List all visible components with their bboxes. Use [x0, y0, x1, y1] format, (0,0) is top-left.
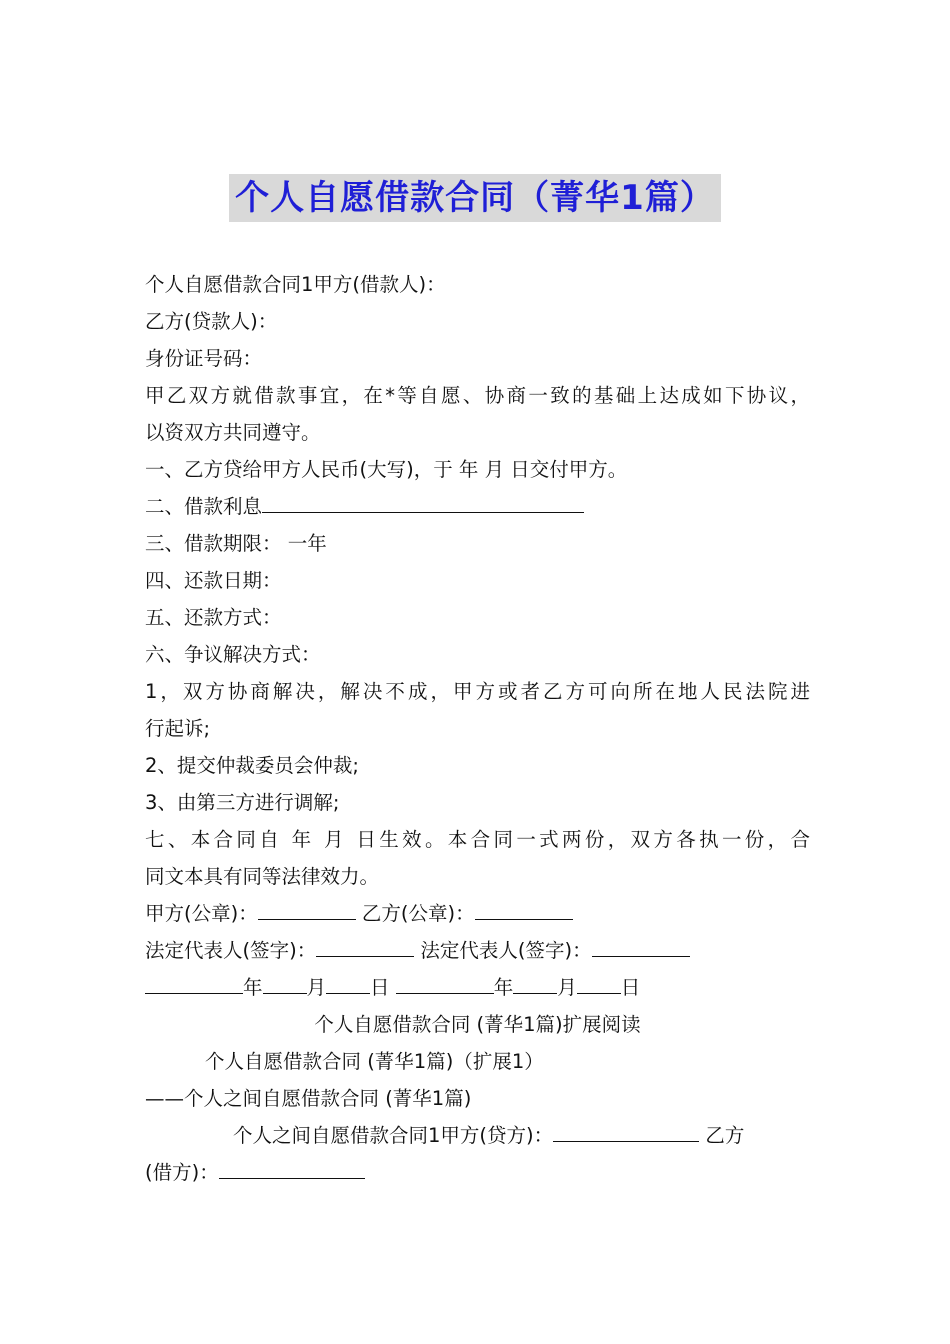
extended-reading-subtitle: 个人自愿借款合同 (菁华1篇)（扩展1） [205, 1050, 544, 1073]
clause-4: 四、还款日期： [145, 569, 282, 592]
clause-2-label: 二、借款利息 [145, 495, 263, 518]
extended-lender-blank [553, 1123, 699, 1142]
clause-7-line-1: 七、本合同自 年 月 日生效。本合同一式两份，双方各执一份，合 [145, 828, 810, 851]
month-blank-a [263, 975, 307, 994]
party-a-seal-blank [258, 901, 356, 920]
party-b-seal-label: 乙方(公章)： [355, 902, 475, 925]
seal-line [145, 895, 810, 932]
extended-borrower-blank [219, 1160, 365, 1179]
day-blank-b [577, 975, 621, 994]
extended-reading-title: 个人自愿借款合同 (菁华1篇)扩展阅读 [314, 1013, 641, 1036]
extended-party-b-label: 乙方 [699, 1124, 745, 1147]
month-label-b: 月 [557, 976, 577, 999]
date-line [145, 969, 810, 1006]
signature-line [145, 932, 810, 969]
party-b-rep-label: 法定代表人(签字)： [414, 939, 592, 962]
clause-6-item-1-line-1: 1，双方协商解决，解决不成，甲方或者乙方可向所在地人民法院进 [145, 680, 810, 703]
extended-reading-dash-title: ——个人之间自愿借款合同 (菁华1篇) [145, 1087, 472, 1110]
clause-6: 六、争议解决方式： [145, 643, 321, 666]
interest-blank [262, 494, 584, 513]
title-container [0, 174, 950, 222]
clause-6-item-3: 3、由第三方进行调解; [145, 791, 340, 814]
clause-1: 一、乙方贷给甲方人民币(大写)，于 年 月 日交付甲方。 [145, 458, 628, 481]
extended-borrower-line [145, 1154, 810, 1191]
clause-2 [145, 488, 810, 525]
party-b-rep-blank [592, 938, 690, 957]
clause-6-item-1-line-2: 行起诉; [145, 717, 211, 740]
party-a-rep-label: 法定代表人(签字)： [145, 939, 317, 962]
day-blank-a [326, 975, 370, 994]
document-body [145, 266, 810, 1191]
lender-line: 乙方(贷款人)： [145, 310, 278, 333]
agreement-intro-line-2: 以资双方共同遵守。 [145, 421, 321, 444]
day-label-b: 日 [620, 976, 641, 999]
party-a-seal-label: 甲方(公章)： [145, 902, 258, 925]
month-label-a: 月 [306, 976, 327, 999]
year-blank-a [145, 975, 243, 994]
clause-5: 五、还款方式： [145, 606, 282, 629]
extended-lender-line [145, 1117, 810, 1154]
party-a-rep-blank [316, 938, 414, 957]
extended-borrower-label: (借方)： [145, 1161, 219, 1184]
extended-lender-label: 个人之间自愿借款合同1甲方(贷方)： [233, 1124, 554, 1147]
year-label-a: 年 [243, 976, 263, 999]
id-number-line: 身份证号码： [145, 347, 263, 370]
day-label-a: 日 [370, 976, 390, 999]
clause-6-item-2: 2、提交仲裁委员会仲裁; [145, 754, 359, 777]
month-blank-b [513, 975, 557, 994]
clause-3: 三、借款期限： 一年 [145, 532, 327, 555]
borrower-line: 个人自愿借款合同1甲方(借款人)： [145, 273, 446, 296]
document-title: 个人自愿借款合同（菁华1篇） [229, 174, 721, 222]
year-label-b: 年 [493, 976, 514, 999]
party-b-seal-blank [475, 901, 573, 920]
year-blank-b [396, 975, 494, 994]
clause-7-line-2: 同文本具有同等法律效力。 [145, 865, 380, 888]
agreement-intro-line-1: 甲乙双方就借款事宜，在*等自愿、协商一致的基础上达成如下协议， [145, 384, 810, 407]
